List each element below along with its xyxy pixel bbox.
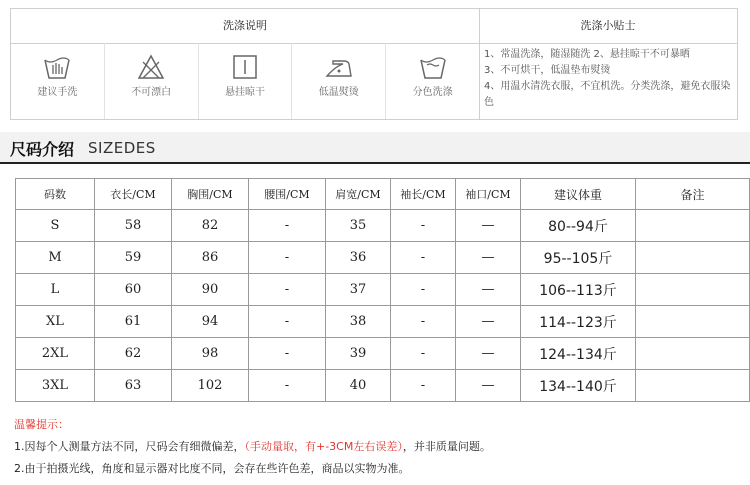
care-label: 不可漂白 [131,87,172,98]
tip-line: 1、常温洗涤，随湿随洗 2、悬挂晾干不可暴晒 [484,49,690,60]
table-cell: 37 [326,274,391,306]
header-cell: 袖口/CM [456,179,521,210]
table-cell: 124--134斤 [521,338,636,370]
table-cell [636,242,750,274]
table-cell: 98 [172,338,249,370]
table-row [16,370,750,402]
table-cell: - [249,338,326,370]
wash-tub-icon [419,54,447,80]
note-line-1 [14,436,491,458]
hand-wash-icon [43,54,71,80]
table-cell: — [456,338,521,370]
table-cell: 2XL [16,338,95,370]
tip-line: 3、不可烘干，低温垫布熨烫 [484,65,611,76]
care-panel [10,8,738,120]
table-cell: - [391,338,456,370]
table-row [16,274,750,306]
care-label: 建议手洗 [37,87,78,98]
care-tips [479,9,737,119]
table-cell: 60 [95,274,172,306]
table-row [16,338,750,370]
header-cell: 腰围/CM [249,179,326,210]
table-cell: 102 [172,370,249,402]
header-cell: 衣长/CM [95,179,172,210]
table-cell: 61 [95,306,172,338]
table-cell: - [391,274,456,306]
care-title: 洗涤说明 [11,9,479,44]
tip-line: 4、用温水清洗衣服，不宜机洗。分类洗涤，避免衣服染色 [484,81,731,108]
table-cell: 95--105斤 [521,242,636,274]
table-cell: - [249,370,326,402]
table-cell: — [456,370,521,402]
table-cell: 82 [172,210,249,242]
care-label: 分色洗涤 [412,87,453,98]
care-item-wash-tub [386,43,479,119]
table-cell: 59 [95,242,172,274]
table-cell: 80--94斤 [521,210,636,242]
table-cell: XL [16,306,95,338]
table-cell: M [16,242,95,274]
table-cell: - [391,242,456,274]
table-row [16,210,750,242]
header-cell: 肩宽/CM [326,179,391,210]
header-cell: 备注 [636,179,750,210]
table-cell: — [456,274,521,306]
table-cell: 63 [95,370,172,402]
note-line-2: 2.由于拍摄光线，角度和显示器对比度不同，会存在些许色差，商品以实物为准。 [14,462,410,475]
care-label: 低温熨烫 [318,87,359,98]
size-section-header [0,132,750,164]
table-cell: 134--140斤 [521,370,636,402]
table-cell: - [249,306,326,338]
table-cell [636,338,750,370]
table-cell: - [391,370,456,402]
care-instructions [11,9,480,119]
table-cell: - [391,306,456,338]
care-item-hand-wash [11,43,105,119]
table-cell: 40 [326,370,391,402]
table-cell [636,370,750,402]
table-cell [636,274,750,306]
care-label: 悬挂晾干 [224,87,265,98]
care-tips-list [484,47,736,111]
table-cell: — [456,306,521,338]
notes-title: 温馨提示： [14,418,69,431]
table-cell: L [16,274,95,306]
table-row [16,242,750,274]
table-cell: 39 [326,338,391,370]
care-item-hang-dry [199,43,293,119]
table-cell: - [249,242,326,274]
table-cell: 94 [172,306,249,338]
table-cell: 90 [172,274,249,306]
table-cell: 36 [326,242,391,274]
header-cell: 建议体重 [521,179,636,210]
table-cell: 114--123斤 [521,306,636,338]
note-highlight: （手动量取，有+-3CM左右误差） [244,440,403,453]
size-title-en: SIZEDES [88,139,156,157]
care-icons-row [11,43,479,119]
table-cell [636,210,750,242]
table-row [16,306,750,338]
size-table [15,178,750,402]
care-tips-title: 洗涤小贴士 [479,9,737,44]
care-item-no-bleach [105,43,199,119]
size-title-cn: 尺码介绍 [10,140,75,159]
table-cell: - [391,210,456,242]
care-item-low-iron [292,43,386,119]
table-cell: - [249,210,326,242]
table-cell [636,306,750,338]
table-cell: 62 [95,338,172,370]
note-text: ，并非质量问题。 [402,440,491,453]
note-text: 1.因每个人测量方法不同，尺码会有细微偏差， [14,440,245,453]
notes [14,414,491,480]
table-cell: 35 [326,210,391,242]
header-cell: 袖长/CM [391,179,456,210]
table-cell: — [456,242,521,274]
table-cell: 86 [172,242,249,274]
hang-dry-icon [231,54,259,80]
header-cell: 码数 [16,179,95,210]
table-cell: 58 [95,210,172,242]
table-header-row [16,179,750,210]
table-cell: 106--113斤 [521,274,636,306]
table-cell: 3XL [16,370,95,402]
low-iron-icon [324,54,354,80]
table-cell: - [249,274,326,306]
table-cell: — [456,210,521,242]
no-bleach-icon [137,54,165,80]
header-cell: 胸围/CM [172,179,249,210]
table-cell: S [16,210,95,242]
table-cell: 38 [326,306,391,338]
